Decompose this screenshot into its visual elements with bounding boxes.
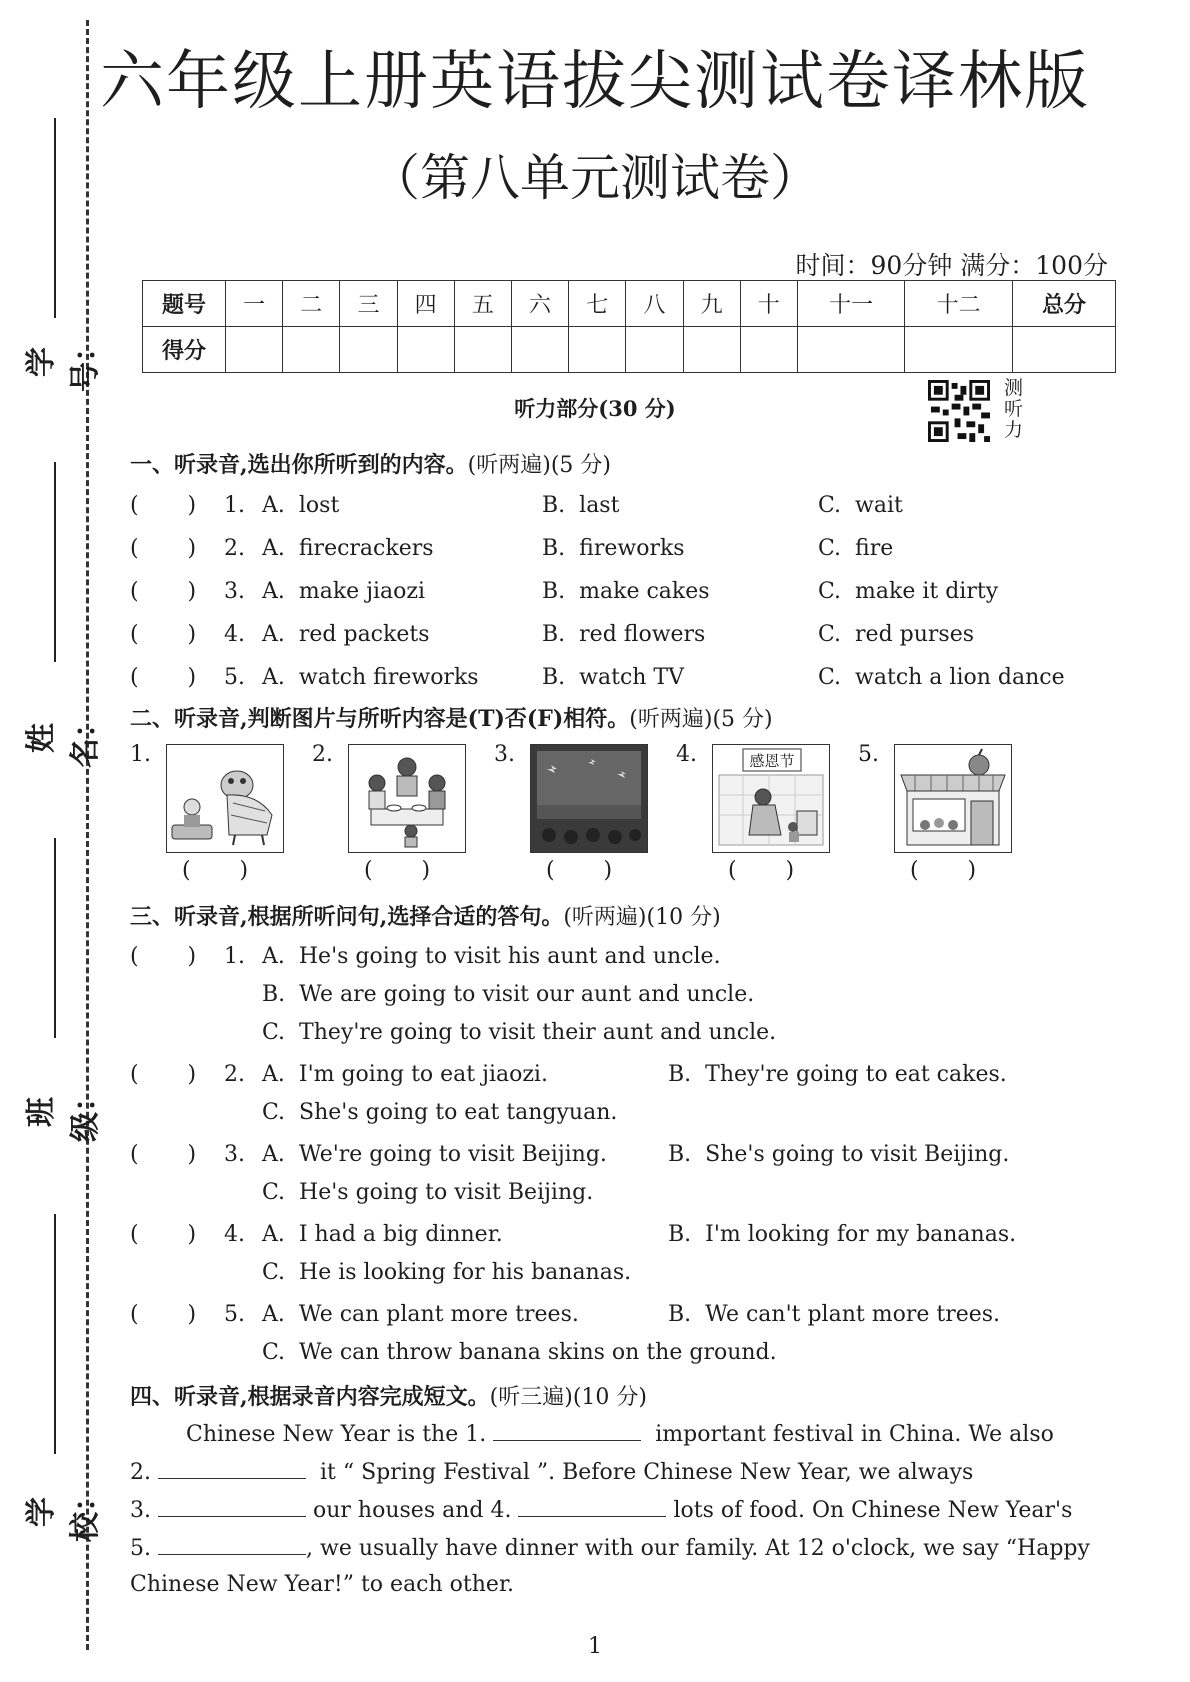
section4-heading-text: 四、听录音,根据录音内容完成短文。 — [130, 1384, 490, 1410]
cleaning-illustration — [713, 745, 829, 852]
total-label: 总分 — [1013, 281, 1116, 327]
student-no-label: 学号： — [24, 332, 103, 392]
option-a-text: red packets — [298, 622, 430, 647]
fireworks-illustration — [531, 745, 647, 852]
picture-number: 3. — [494, 742, 515, 767]
option-a-text: We can plant more trees. — [298, 1302, 579, 1327]
picture-number: 1. — [130, 742, 151, 767]
section3-heading-text: 三、听录音,根据所听问句,选择合适的答句。 — [130, 904, 564, 930]
option-a-text: I had a big dinner. — [298, 1222, 503, 1247]
total-score-cell[interactable] — [1013, 327, 1116, 373]
score-cell[interactable] — [226, 327, 283, 373]
passage-text: , we usually have dinner with our family. At 12 o'clock, we say “Happy — [306, 1536, 1090, 1561]
school-rule — [54, 1214, 56, 1454]
option-a-text: firecrackers — [298, 536, 434, 561]
option-c-text: She's going to eat tangyuan. — [299, 1100, 618, 1125]
shop-illustration — [895, 745, 1011, 852]
option-c: C. red purses — [818, 622, 975, 647]
option-c-text: red purses — [855, 622, 975, 647]
score-col-3: 三 — [340, 281, 397, 327]
passage-line-5: Chinese New Year!” to each other. — [130, 1572, 515, 1597]
answer-paren[interactable]: ( ) — [130, 1222, 197, 1247]
score-col-6: 六 — [511, 281, 568, 327]
class-rule — [54, 838, 56, 1038]
score-cell[interactable] — [740, 327, 797, 373]
option-b: B. We can't plant more trees. — [668, 1302, 1001, 1327]
score-cell[interactable] — [797, 327, 905, 373]
passage-text: lots of food. On Chinese New Year's — [673, 1498, 1073, 1523]
blank-5[interactable] — [158, 1534, 306, 1555]
family-dinner-illustration — [349, 745, 465, 852]
answer-paren[interactable]: ( ) — [130, 1302, 197, 1327]
score-col-10: 十 — [740, 281, 797, 327]
qr-code-icon[interactable] — [928, 380, 990, 442]
option-a-text: watch fireworks — [298, 665, 479, 690]
option-c: C. watch a lion dance — [818, 665, 1065, 690]
score-col-4: 四 — [397, 281, 454, 327]
section1-heading — [130, 448, 611, 479]
option-b: B. They're going to eat cakes. — [668, 1062, 1007, 1087]
blank-1[interactable] — [493, 1420, 641, 1441]
listening-part-title: 听力部分(30 分) — [514, 396, 676, 421]
passage-text: Chinese New Year is the 1. — [186, 1422, 487, 1447]
item-number: 3. — [224, 1142, 245, 1167]
option-b-text: watch TV — [579, 665, 684, 690]
option-c-text: He's going to visit Beijing. — [299, 1180, 594, 1205]
option-c-text: They're going to visit their aunt and uncle. — [299, 1020, 777, 1045]
passage-text: 2. — [130, 1460, 151, 1485]
option-a-text: make jiaozi — [298, 579, 426, 604]
item-number: 1. — [224, 944, 245, 969]
option-c-text: We can throw banana skins on the ground. — [299, 1340, 777, 1365]
picture-answer-paren[interactable]: ( ) — [182, 858, 249, 883]
option-a: A. watch fireworks — [262, 665, 479, 690]
option-a: A. He's going to visit his aunt and uncle. — [262, 944, 721, 969]
score-cell[interactable] — [569, 327, 626, 373]
option-c-text: He is looking for his bananas. — [299, 1260, 632, 1285]
picture-number: 4. — [676, 742, 697, 767]
passage-line-1 — [186, 1420, 1054, 1447]
option-b-text: We can't plant more trees. — [705, 1302, 1001, 1327]
score-col-12: 十二 — [905, 281, 1013, 327]
page-number: 1 — [588, 1634, 602, 1659]
score-cell[interactable] — [283, 327, 340, 373]
option-a: A. make jiaozi — [262, 579, 426, 604]
option-a-text: I'm going to eat jiaozi. — [298, 1062, 548, 1087]
option-c: C. We can throw banana skins on the ground. — [262, 1340, 777, 1365]
option-b: B. watch TV — [542, 665, 684, 690]
item-number: 5. — [224, 1302, 245, 1327]
option-c: C. She's going to eat tangyuan. — [262, 1100, 618, 1125]
blank-3[interactable] — [158, 1496, 306, 1517]
option-a: A. firecrackers — [262, 536, 434, 561]
section3-heading — [130, 900, 721, 931]
score-cell[interactable] — [683, 327, 740, 373]
section2-heading — [130, 702, 773, 733]
option-c-text: watch a lion dance — [855, 665, 1065, 690]
option-a: A. I had a big dinner. — [262, 1222, 503, 1247]
passage-line-2 — [130, 1458, 973, 1485]
score-col-1: 一 — [226, 281, 283, 327]
class-label: 班级： — [24, 1082, 103, 1142]
score-cell[interactable] — [397, 327, 454, 373]
answer-paren[interactable]: ( ) — [130, 1142, 197, 1167]
score-cell[interactable] — [626, 327, 683, 373]
score-table — [142, 280, 1116, 373]
option-a-text: lost — [298, 493, 340, 518]
score-col-5: 五 — [454, 281, 511, 327]
binding-dashed-line — [86, 20, 89, 1650]
option-c-text: make it dirty — [855, 579, 999, 604]
option-b: B. She's going to visit Beijing. — [668, 1142, 1010, 1167]
page-title: 六年级上册英语拔尖测试卷译林版 — [100, 45, 1090, 119]
passage-text: 3. — [130, 1498, 151, 1523]
score-col-2: 二 — [283, 281, 340, 327]
score-col-11: 十一 — [797, 281, 905, 327]
score-cell[interactable] — [511, 327, 568, 373]
option-a-text: He's going to visit his aunt and uncle. — [298, 944, 721, 969]
score-header-row — [143, 281, 1116, 327]
section4-note: (听三遍)(10 分) — [489, 1385, 647, 1410]
blank-2[interactable] — [158, 1458, 306, 1479]
score-col-8: 八 — [626, 281, 683, 327]
section1-note: (听两遍)(5 分) — [467, 453, 611, 478]
section2-note: (听两遍)(5 分) — [629, 707, 773, 732]
picture-number: 2. — [312, 742, 333, 767]
school-label: 学校： — [24, 1482, 103, 1542]
option-c-text: wait — [855, 493, 903, 518]
picture-family-dinner — [348, 744, 466, 853]
option-b-text: last — [579, 493, 620, 518]
option-a: A. We're going to visit Beijing. — [262, 1142, 607, 1167]
blank-4[interactable] — [518, 1496, 666, 1517]
item-number: 4. — [224, 1222, 245, 1247]
option-c: C. He is looking for his bananas. — [262, 1260, 632, 1285]
lion-dance-illustration — [167, 745, 283, 852]
item-number: 2. — [224, 1062, 245, 1087]
section3-note: (听两遍)(10 分) — [563, 905, 721, 930]
score-cell[interactable] — [454, 327, 511, 373]
item-number: 2. — [224, 536, 245, 561]
passage-text: our houses and 4. — [313, 1498, 512, 1523]
answer-paren[interactable]: ( ) — [130, 1062, 197, 1087]
option-a-text: We're going to visit Beijing. — [298, 1142, 607, 1167]
option-b-text: fireworks — [579, 536, 685, 561]
option-b: B. red flowers — [542, 622, 706, 647]
option-b: B. make cakes — [542, 579, 710, 604]
section4-heading — [130, 1380, 647, 1411]
qr-label: 测听力 — [1004, 377, 1024, 441]
picture-answer-paren[interactable]: ( ) — [546, 858, 613, 883]
option-b-text: She's going to visit Beijing. — [705, 1142, 1010, 1167]
item-number: 1. — [224, 493, 245, 518]
option-c: C. They're going to visit their aunt and uncle. — [262, 1020, 777, 1045]
option-c: C. fire — [818, 536, 894, 561]
picture-fireworks — [530, 744, 648, 853]
option-a: A. red packets — [262, 622, 430, 647]
score-col-7: 七 — [569, 281, 626, 327]
page-subtitle: （第八单元测试卷） — [370, 149, 820, 207]
item-number: 3. — [224, 579, 245, 604]
answer-paren[interactable]: ( ) — [130, 579, 197, 604]
section1-heading-text: 一、听录音,选出你所听到的内容。 — [130, 452, 468, 478]
item-number: 5. — [224, 665, 245, 690]
score-cell[interactable] — [905, 327, 1013, 373]
option-b-text: We are going to visit our aunt and uncle. — [299, 982, 755, 1007]
option-b: B. fireworks — [542, 536, 685, 561]
picture-lion-dance — [166, 744, 284, 853]
passage-text: important festival in China. We also — [655, 1422, 1054, 1447]
picture-shop — [894, 744, 1012, 853]
question-number-label: 题号 — [143, 281, 226, 327]
time-and-score: 时间：90分钟 满分：100分 — [795, 251, 1108, 280]
option-b: B. I'm looking for my bananas. — [668, 1222, 1017, 1247]
option-b: B. last — [542, 493, 620, 518]
passage-line-4 — [130, 1534, 1090, 1561]
score-label: 得分 — [143, 327, 226, 373]
sign-text: 感恩节 — [749, 752, 795, 770]
option-b-text: make cakes — [579, 579, 710, 604]
answer-paren[interactable]: ( ) — [130, 665, 197, 690]
option-b-text: red flowers — [579, 622, 706, 647]
name-rule — [54, 462, 56, 662]
option-c-text: fire — [855, 536, 894, 561]
picture-number: 5. — [858, 742, 879, 767]
picture-answer-paren[interactable]: ( ) — [728, 858, 795, 883]
answer-paren[interactable]: ( ) — [130, 622, 197, 647]
option-b-text: They're going to eat cakes. — [705, 1062, 1007, 1087]
option-b-text: I'm looking for my bananas. — [705, 1222, 1017, 1247]
option-c: C. He's going to visit Beijing. — [262, 1180, 594, 1205]
answer-paren[interactable]: ( ) — [130, 493, 197, 518]
option-a: A. lost — [262, 493, 340, 518]
passage-line-3 — [130, 1496, 1072, 1523]
picture-answer-paren[interactable]: ( ) — [910, 858, 977, 883]
option-c: C. make it dirty — [818, 579, 999, 604]
picture-thanksgiving-cleaning — [712, 744, 830, 853]
option-a: A. I'm going to eat jiaozi. — [262, 1062, 548, 1087]
name-label: 姓名： — [24, 708, 103, 768]
option-b: B. We are going to visit our aunt and uncle. — [262, 982, 755, 1007]
answer-paren[interactable]: ( ) — [130, 944, 197, 969]
answer-paren[interactable]: ( ) — [130, 536, 197, 561]
passage-text: it “ Spring Festival ”. Before Chinese New Year, we always — [320, 1460, 974, 1485]
option-a: A. We can plant more trees. — [262, 1302, 579, 1327]
picture-answer-paren[interactable]: ( ) — [364, 858, 431, 883]
score-col-9: 九 — [683, 281, 740, 327]
passage-text: 5. — [130, 1536, 151, 1561]
score-value-row — [143, 327, 1116, 373]
item-number: 4. — [224, 622, 245, 647]
section2-heading-text: 二、听录音,判断图片与所听内容是(T)否(F)相符。 — [130, 706, 630, 732]
option-c: C. wait — [818, 493, 903, 518]
score-cell[interactable] — [340, 327, 397, 373]
